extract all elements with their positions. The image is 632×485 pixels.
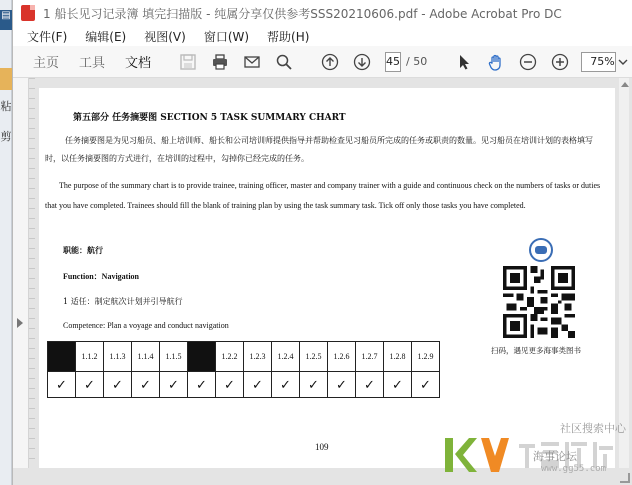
grid-header-cell: 1.2.6 xyxy=(328,342,356,372)
qr-caption: 扫码，遇见更多海事类图书 xyxy=(491,346,581,355)
grid-header-cell: 1.1.2 xyxy=(76,342,104,372)
watermark-tag: 海事论坛 xyxy=(533,450,577,463)
function-label-en: Function：Navigation xyxy=(63,272,140,281)
grid-tick-cell: ✓ xyxy=(188,372,216,398)
main-toolbar xyxy=(13,46,632,78)
grid-tick-cell: ✓ xyxy=(104,372,132,398)
grid-header-cell: 1.1.4 xyxy=(132,342,160,372)
tab-tools[interactable]: 工具 xyxy=(79,56,106,71)
grid-tick-cell: ✓ xyxy=(412,372,440,398)
zoom-out-icon[interactable] xyxy=(519,53,537,71)
zoom-dropdown-icon[interactable] xyxy=(618,52,628,72)
grid-header-cell: 1.2.5 xyxy=(300,342,328,372)
title-bar xyxy=(13,0,632,26)
grid-header-cell: 1.2.9 xyxy=(412,342,440,372)
grid-tick-cell: ✓ xyxy=(356,372,384,398)
menu-file[interactable]: 文件(F) xyxy=(27,29,68,44)
background-app-icon: ▤ xyxy=(0,10,12,30)
grid-tick-cell: ✓ xyxy=(244,372,272,398)
grid-tick-cell: ✓ xyxy=(300,372,328,398)
total-pages: / 50 xyxy=(406,55,428,68)
paragraph-english: The purpose of the summary chart is to provide trainee, training officer, master and company trainer with a guide and continuous check on the numbers of tasks or duties that you have completed. Trainees should fill the blank of training plan by using the task summary task. Tick off only those tasks you have completed. xyxy=(45,181,601,210)
grid-tick-cell: ✓ xyxy=(384,372,412,398)
grid-header-cell: 1.2.3 xyxy=(244,342,272,372)
menu-window[interactable]: 窗口(W) xyxy=(203,29,250,44)
tab-home[interactable]: 主页 xyxy=(33,56,60,71)
navigation-pane[interactable] xyxy=(13,78,29,468)
page-edge xyxy=(29,78,35,468)
paragraph-chinese: 任务摘要图是为见习船员、船上培训师、船长和公司培训师提供指导并帮助检查见习船员所完成的任务或职责的数量。见习船员在培训计划的表格填写时，以任务摘要图的方式进行，在培训的过程中，勾掉你已经完成的任务。 xyxy=(45,136,593,163)
competence-label-cn: 1 适任：制定航次计划并引导航行 xyxy=(63,297,183,306)
competence-label-en: Competence: Plan a voyage and conduct navigation xyxy=(63,321,229,330)
expand-pane-icon[interactable] xyxy=(17,318,23,328)
grid-header-cell xyxy=(188,342,216,372)
search-icon[interactable] xyxy=(275,53,293,71)
grid-tick-cell: ✓ xyxy=(132,372,160,398)
section-heading: 第五部分 任务摘要图 SECTION 5 TASK SUMMARY CHART xyxy=(73,113,346,123)
menu-help[interactable]: 帮助(H) xyxy=(267,29,310,44)
acrobat-window xyxy=(12,0,632,485)
qr-code xyxy=(503,266,575,338)
background-app-strip xyxy=(0,0,12,485)
save-icon[interactable] xyxy=(179,53,197,71)
menu-view[interactable]: 视图(V) xyxy=(144,29,186,44)
grid-header-cell: 1.1.3 xyxy=(104,342,132,372)
grid-header-cell: 1.2.7 xyxy=(356,342,384,372)
grid-header-cell xyxy=(48,342,76,372)
grid-header-cell: 1.2.4 xyxy=(272,342,300,372)
function-label-cn: 职能：航行 xyxy=(63,245,103,255)
tab-document[interactable]: 文档 xyxy=(125,56,152,71)
watermark-community-text: 社区搜索中心 xyxy=(560,422,626,435)
grid-header-cell: 1.1.5 xyxy=(160,342,188,372)
resize-grip[interactable] xyxy=(620,473,630,483)
email-icon[interactable] xyxy=(243,53,261,71)
grid-tick-cell: ✓ xyxy=(48,372,76,398)
page-number: 109 xyxy=(315,442,329,452)
grid-tick-cell: ✓ xyxy=(160,372,188,398)
zoom-in-icon[interactable] xyxy=(551,53,569,71)
zoom-level-input[interactable]: 75% xyxy=(581,52,615,72)
background-app-label: 粘 xyxy=(0,100,12,113)
watermark-url: www.gg55.com xyxy=(541,464,607,474)
page-up-icon[interactable] xyxy=(321,53,339,71)
grid-header-cell: 1.2.8 xyxy=(384,342,412,372)
grid-tick-cell: ✓ xyxy=(272,372,300,398)
print-icon[interactable] xyxy=(211,53,229,71)
publisher-logo xyxy=(529,238,553,262)
background-app-folder-icon xyxy=(0,68,12,90)
grid-tick-cell: ✓ xyxy=(216,372,244,398)
document-viewport[interactable] xyxy=(13,78,632,485)
window-title: 1 船长见习记录簿 填完扫描版 - 纯属分享仅供参考SSS20210606.pdf - Adobe Acrobat Pro DC xyxy=(43,6,562,21)
task-summary-grid xyxy=(47,341,440,398)
vertical-scrollbar[interactable] xyxy=(619,78,629,468)
pdf-page xyxy=(39,88,615,468)
select-cursor-icon[interactable] xyxy=(455,53,473,71)
pdf-file-icon xyxy=(21,5,35,21)
grid-header-cell: 1.2.2 xyxy=(216,342,244,372)
grid-tick-cell: ✓ xyxy=(76,372,104,398)
grid-tick-cell: ✓ xyxy=(328,372,356,398)
hand-tool-icon[interactable] xyxy=(487,53,505,71)
scroll-up-icon[interactable] xyxy=(621,82,629,87)
menu-edit[interactable]: 编辑(E) xyxy=(85,29,127,44)
background-app-label: 剪 xyxy=(0,130,12,143)
menu-bar xyxy=(13,26,632,46)
page-down-icon[interactable] xyxy=(353,53,371,71)
current-page-input[interactable]: 45 xyxy=(385,52,401,72)
